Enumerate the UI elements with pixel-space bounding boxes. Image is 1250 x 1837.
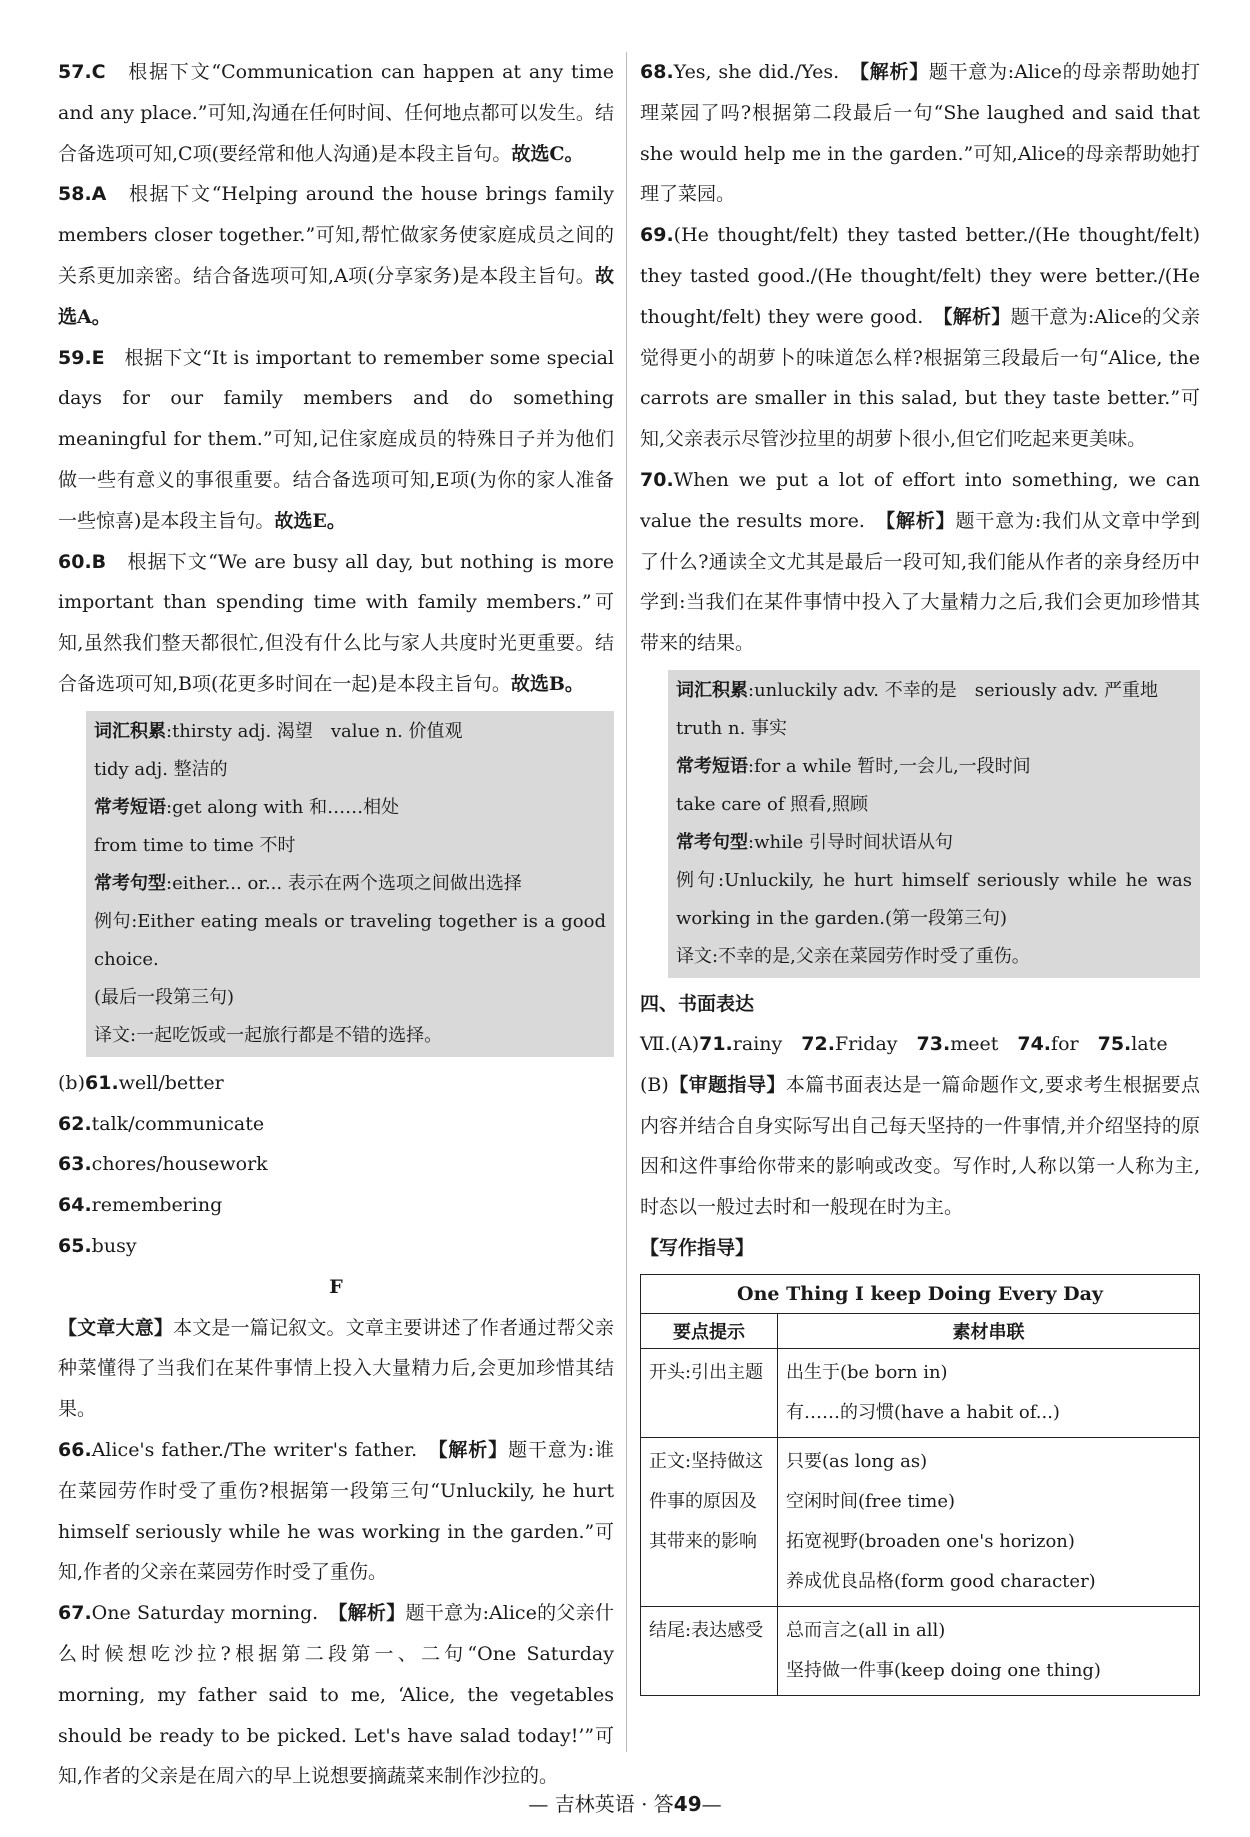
right-column [640,52,1200,1696]
answer-57: 57.C 根据下文“Communication can happen at any time and any place.”可知,沟通在任何时间、任何地点都可以发生。结合备选项可知,C项(要经常和他人沟通)是本段主旨句。故选C。 [58,61,614,165]
answer-70: 70.When we put a lot of effort into something, we can value the results more. 【解析】题干意为:我们从文章中学到了什么?通读全文尤其是最后一段可知,我们能从作者的亲身经历中学到:当我们在某件事情中投入了大量精力之后,我们会更加珍惜其带来的结果。 [640,468,1200,655]
answer-69: 69.(He thought/felt) they tasted better./(He thought/felt) they tasted good./(He thought/felt) they were better./(He thought/felt) they were good. 【解析】题干意为:Alice的父亲觉得更小的胡萝卜的味道怎么样?根据第三段最后一句“Alice, the carrots are smaller in this salad, but they taste better.”可知,父亲表示尽管沙拉里的胡萝卜很小,但它们吃起来更美味。 [640,224,1200,451]
table-header-materials: 素材串联 [778,1313,1200,1348]
table-row: 开头:引出主题 出生于(be born in) 有……的习惯(have a habit of...) [641,1348,1200,1437]
writing-guide-heading: 【写作指导】 [640,1236,755,1259]
answer-66: 66.Alice's father./The writer's father. 【解析】题干意为:谁在菜园劳作时受了重伤?根据第一段第三句“Unluckily, he hurt himself seriously while he was working in the garden.”可知,作者的父亲在菜园劳作时受了重伤。 [58,1438,614,1584]
table-row: 结尾:表达感受 总而言之(all in all) 坚持做一件事(keep doing one thing) [641,1606,1200,1695]
page-footer: — 吉林英语 · 答49— [528,1792,722,1816]
vocab-box: 词汇积累:thirsty adj. 渴望 value n. 价值观 tidy adj. 整洁的 常考短语:get along with 和……相处 from time to time 不时 常考句型:either... or... 表示在两个选项之间做出选择 例句:Either eating meals or traveling together is a good choice. (最后一段第三句) 译文:一起吃饭或一起旅行都是不错的选择。 [86,711,614,1057]
writing-table [640,1274,1200,1696]
page-number: 49 [673,1792,702,1816]
answer-68: 68.Yes, she did./Yes. 【解析】题干意为:Alice的母亲帮助她打理菜园了吗?根据第二段最后一句“She laughed and said that she would help me in the garden.”可知,Alice的母亲帮助她打理了菜园。 [640,61,1200,206]
answer-58: 58.A 根据下文“Helping around the house brings family members closer together.”可知,帮忙做家务使家庭成员之间的关系更加亲密。结合备选项可知,A项(分享家务)是本段主旨句。故选A。 [58,183,614,328]
section-4-heading: 四、书面表达 [640,992,755,1015]
vii-answers: Ⅶ.(A)71.rainy 72.Friday 73.meet 74.for 75.late [640,1032,1168,1055]
column-divider [626,52,627,1752]
answer-59: 59.E 根据下文“It is important to remember some special days for our family members and do something meaningful for them.”可知,记住家庭成员的特殊日子并为他们做一些有意义的事很重要。结合备选项可知,E项(为你的家人准备一些惊喜)是本段主旨句。故选E。 [58,346,614,532]
left-column [58,52,614,1797]
writing-guidance: (B)【审题指导】本篇书面表达是一篇命题作文,要求考生根据要点内容并结合自身实际写出自己每天坚持的一件事情,并介绍坚持的原因和这件事给你带来的影响或改变。写作时,人称以第一人称为主,时态以一般过去时和一般现在时为主。 [640,1073,1200,1219]
section-f-heading: F [329,1275,343,1298]
table-row: 正文:坚持做这件事的原因及其带来的影响 只要(as long as) 空闲时间(free time) 拓宽视野(broaden one's horizon) 养成优良品格(form good character) [641,1437,1200,1606]
answer-67: 67.One Saturday morning. 【解析】题干意为:Alice的父亲什么时候想吃沙拉?根据第二段第一、二句“One Saturday morning, my father said to me, ‘Alice, the vegetables should be ready to be picked. Let's have salad today!’”可知,作者的父亲是在周六的早上说想要摘蔬菜来制作沙拉的。 [58,1602,614,1788]
table-header-points: 要点提示 [641,1313,778,1348]
fill-item-64: 64.remembering [58,1194,223,1217]
table-title: One Thing I keep Doing Every Day [641,1274,1200,1313]
fill-item-63: 63.chores/housework [58,1153,268,1176]
answer-60: 60.B 根据下文“We are busy all day, but nothing is more important than spending time with family members.”可知,虽然我们整天都很忙,但没有什么比与家人共度时光更重要。结合备选项可知,B项(花更多时间在一起)是本段主旨句。故选B。 [58,550,614,695]
vocab-box-right: 词汇积累:unluckily adv. 不幸的是 seriously adv. 严重地 truth n. 事实 常考短语:for a while 暂时,一会儿,一段时间 take care of 照看,照顾 常考句型:while 引导时间状语从句 例句:Unluckily, he hurt himself seriously while he was working in the garden.(第一段第三句) 译文:不幸的是,父亲在菜园劳作时受了重伤。 [668,670,1200,978]
article-summary: 【文章大意】本文是一篇记叙文。文章主要讲述了作者通过帮父亲种菜懂得了当我们在某件事情上投入大量精力后,会更加珍惜其结果。 [58,1316,614,1421]
fill-item-62: 62.talk/communicate [58,1112,265,1135]
fill-item-61: (b)61.well/better [58,1071,224,1094]
fill-item-65: 65.busy [58,1234,137,1257]
